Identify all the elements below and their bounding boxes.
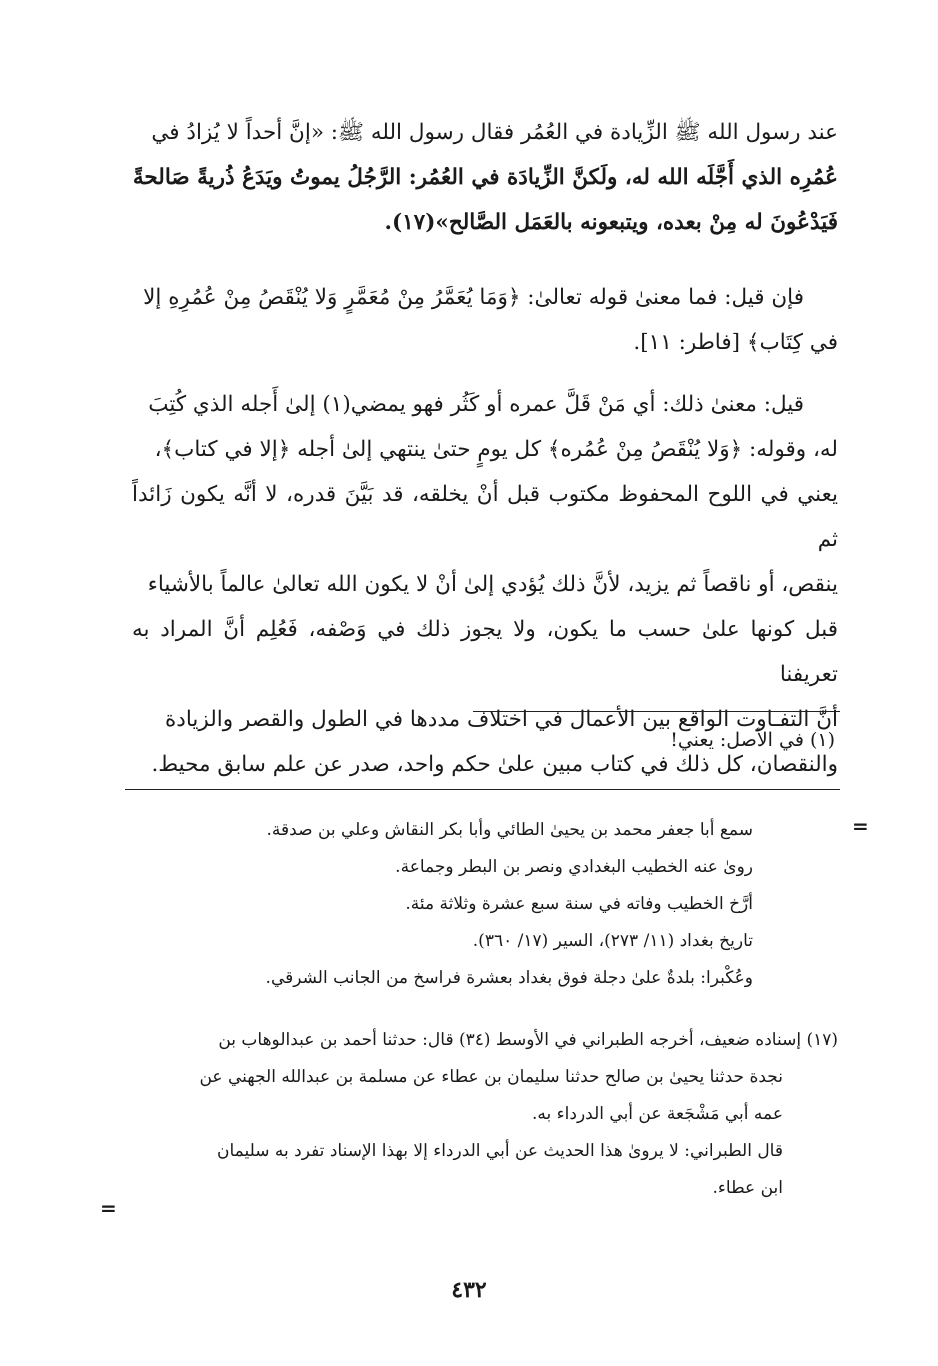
note-line: تاريخ بغداد (١١/ ٢٧٣)، السير (١٧/ ٣٦٠). (472, 931, 753, 951)
note-line: عمه أبي مَشْجَعة عن أبي الدرداء به. (532, 1104, 783, 1124)
text-line: ينقص، أو ناقصاً ثم يزيد، لأنَّ ذلك يُؤدي إلىٰ أنْ لا يكون الله تعالىٰ عالماً بالأشياء (147, 572, 838, 597)
text-line: والنقصان، كل ذلك في كتاب مبين علىٰ حكم واحد، صدر عن علم سابق محيط. (151, 752, 838, 777)
text-line: عُمُرِه الذي أَجَّلَه الله له، ولَكنَّ الزِّيادَة في العُمُر: الرَّجُلُ يموتُ ويَدَعُ ذُريةً صَالحةً (132, 165, 838, 190)
footnote-1: (١) في الأصل: يعني! (670, 729, 835, 751)
text-line: عند رسول الله ﷺ الزِّيادة في العُمُر فقال رسول الله ﷺ: «إنَّ أحداً لا يُزادُ في (151, 120, 838, 145)
note-line: نجدة حدثنا يحيىٰ بن صالح حدثنا سليمان بن عطاء عن مسلمة بن عبدالله الجهني عن (199, 1067, 783, 1087)
note-line: (١٧) إسناده ضعيف، أخرجه الطبراني في الأوسط (٣٤) قال: حدثنا أحمد بن عبدالوهاب بن (218, 1030, 838, 1050)
paragraph-question (132, 275, 838, 365)
note-line: أرَّخ الخطيب وفاته في سنة سبع عشرة وثلاثة مئة. (405, 894, 753, 914)
text-line: فَيَدْعُونَ له مِنْ بعده، ويتبعونه بالعَمَل الصَّالح»(١٧). (384, 210, 838, 235)
footnote-divider (473, 711, 840, 712)
text-line: فإن قيل: فما معنىٰ قوله تعالىٰ: ﴿وَمَا يُعَمَّرُ مِنْ مُعَمَّرٍ وَلا يُنْقَصُ مِنْ عُمُرِهِ إلا (143, 285, 804, 310)
note-line: وعُكْبرا: بلدةٌ علىٰ دجلة فوق بغداد بعشرة فراسخ من الجانب الشرقي. (265, 968, 753, 988)
text-line: قبل كونها علىٰ حسب ما يكون، ولا يجوز ذلك في وَصْفه، فَعُلِم أنَّ المراد به تعريفنا (132, 617, 838, 687)
notes-divider (125, 789, 840, 790)
editor-notes (128, 812, 808, 997)
note-line: ابن عطاء. (712, 1178, 783, 1198)
text-line: قيل: معنىٰ ذلك: أي مَنْ قَلَّ عمره أو كَثُر فهو يمضي(١) إلىٰ أَجله الذي كُتِبَ (148, 392, 804, 417)
note-line: سمع أبا جعفر محمد بن يحيىٰ الطائي وأبا بكر النقاش وعلي بن صدقة. (266, 820, 753, 840)
text-line: أنَّ التفـاوت الواقع بين الأعمال في اختلاف مددها في الطول والقصر والزيادة (165, 707, 838, 732)
paragraph-hadith (132, 110, 838, 250)
note-17 (128, 1022, 838, 1207)
page-number: ٤٣٢ (451, 1277, 487, 1303)
continuation-mark-top: = (852, 814, 869, 838)
note-line: قال الطبراني: لا يروىٰ هذا الحديث عن أبي الدرداء إلا بهذا الإسناد تفرد به سليمان (216, 1141, 783, 1161)
text-line: له، وقوله: ﴿وَلا يُنْقَصُ مِنْ عُمُره﴾ كل يومٍ حتىٰ ينتهي إلىٰ أجله ﴿إلا في كتاب﴾، (154, 437, 838, 462)
text-line: في كِتَاب﴾ [فاطر: ١١]. (633, 330, 838, 355)
text-line: يعني في اللوح المحفوظ مكتوب قبل أنْ يخلقه، قد بَيَّنَ قدره، لا أنَّه يكون زَائداً ثم (132, 482, 838, 552)
note-line: روىٰ عنه الخطيب البغدادي ونصر بن البطر وجماعة. (395, 857, 753, 877)
continuation-mark-bottom: = (100, 1196, 117, 1220)
